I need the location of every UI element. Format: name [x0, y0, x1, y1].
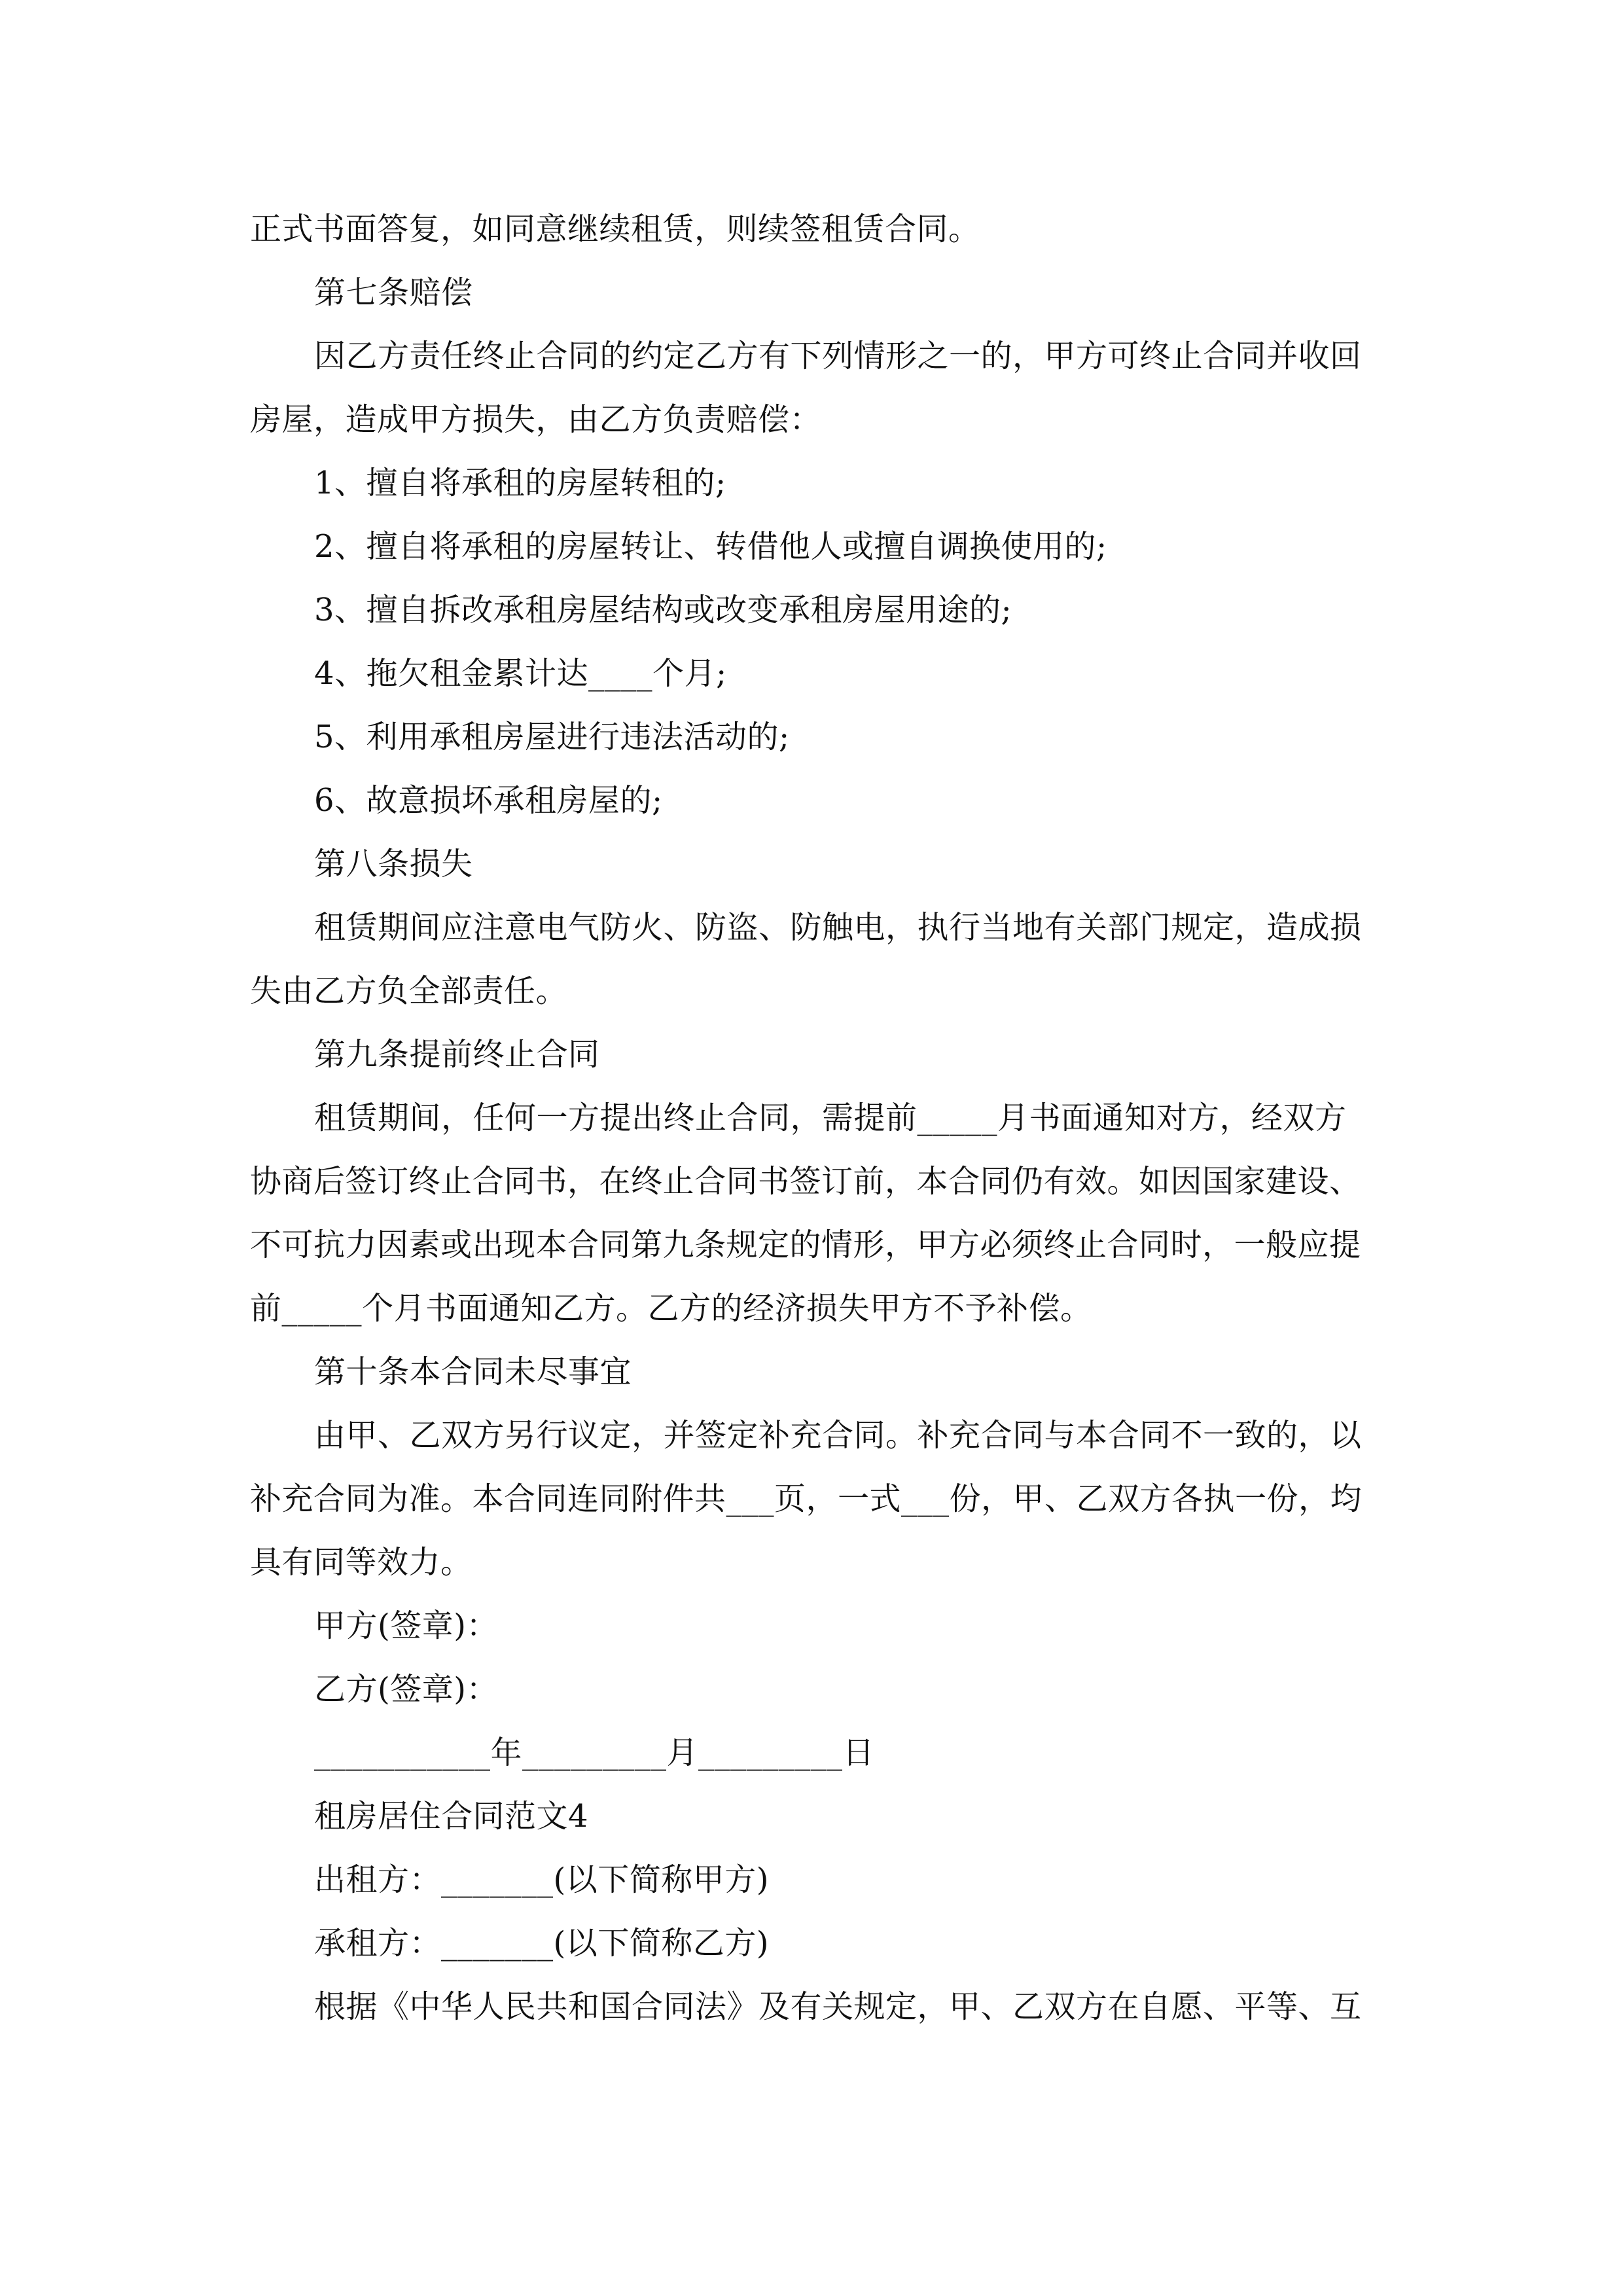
text-line: 根据《中华人民共和国合同法》及有关规定，甲、乙双方在自愿、平等、互: [314, 1988, 1362, 2025]
party-a-signature: 甲方(签章)：: [314, 1607, 498, 1644]
text-line: 由甲、乙双方另行议定，并签定补充合同。补充合同与本合同不一致的，以: [314, 1417, 1362, 1454]
list-item-5: 5、利用承租房屋进行违法活动的;: [314, 719, 790, 755]
party-b-signature: 乙方(签章)：: [314, 1671, 498, 1708]
lessee-line: 承租方：_______(以下简称乙方): [314, 1925, 769, 1962]
text-line: 不可抗力因素或出现本合同第九条规定的情形，甲方必须终止合同时，一般应提: [250, 1227, 1361, 1263]
text-line: 因乙方责任终止合同的约定乙方有下列情形之一的，甲方可终止合同并收回: [314, 338, 1362, 374]
text-line: 具有同等效力。: [250, 1544, 473, 1581]
section-title: 租房居住合同范文4: [314, 1798, 589, 1835]
clause-heading-7: 第七条赔偿: [314, 274, 473, 311]
list-item-2: 2、擅自将承租的房屋转让、转借他人或擅自调换使用的;: [314, 528, 1107, 565]
list-item-6: 6、故意损坏承租房屋的;: [314, 782, 663, 819]
list-item-4: 4、拖欠租金累计达____个月;: [314, 655, 727, 692]
date-line: ___________年_________月_________日: [314, 1734, 875, 1771]
list-item-3: 3、擅自拆改承租房屋结构或改变承租房屋用途的;: [314, 592, 1012, 628]
text-line: 前_____个月书面通知乙方。乙方的经济损失甲方不予补偿。: [250, 1290, 1092, 1327]
clause-heading-9: 第九条提前终止合同: [314, 1036, 600, 1073]
text-line: 租赁期间应注意电气防火、防盗、防触电，执行当地有关部门规定，造成损: [314, 909, 1362, 946]
text-line: 房屋，造成甲方损失，由乙方负责赔偿：: [250, 401, 822, 438]
clause-heading-8: 第八条损失: [314, 846, 473, 882]
lessor-line: 出租方：_______(以下简称甲方): [314, 1861, 769, 1898]
text-line: 补充合同为准。本合同连同附件共___页，一式___份，甲、乙双方各执一份，均: [250, 1480, 1363, 1517]
text-line-continuation: 正式书面答复，如同意继续租赁，则续签租赁合同。: [250, 211, 980, 247]
clause-heading-10: 第十条本合同未尽事宜: [314, 1354, 632, 1390]
text-line: 协商后签订终止合同书，在终止合同书签订前，本合同仍有效。如因国家建设、: [250, 1163, 1361, 1200]
text-line: 租赁期间，任何一方提出终止合同，需提前_____月书面通知对方，经双方: [314, 1100, 1347, 1136]
text-line: 失由乙方负全部责任。: [250, 973, 568, 1009]
list-item-1: 1、擅自将承租的房屋转租的;: [314, 465, 726, 501]
